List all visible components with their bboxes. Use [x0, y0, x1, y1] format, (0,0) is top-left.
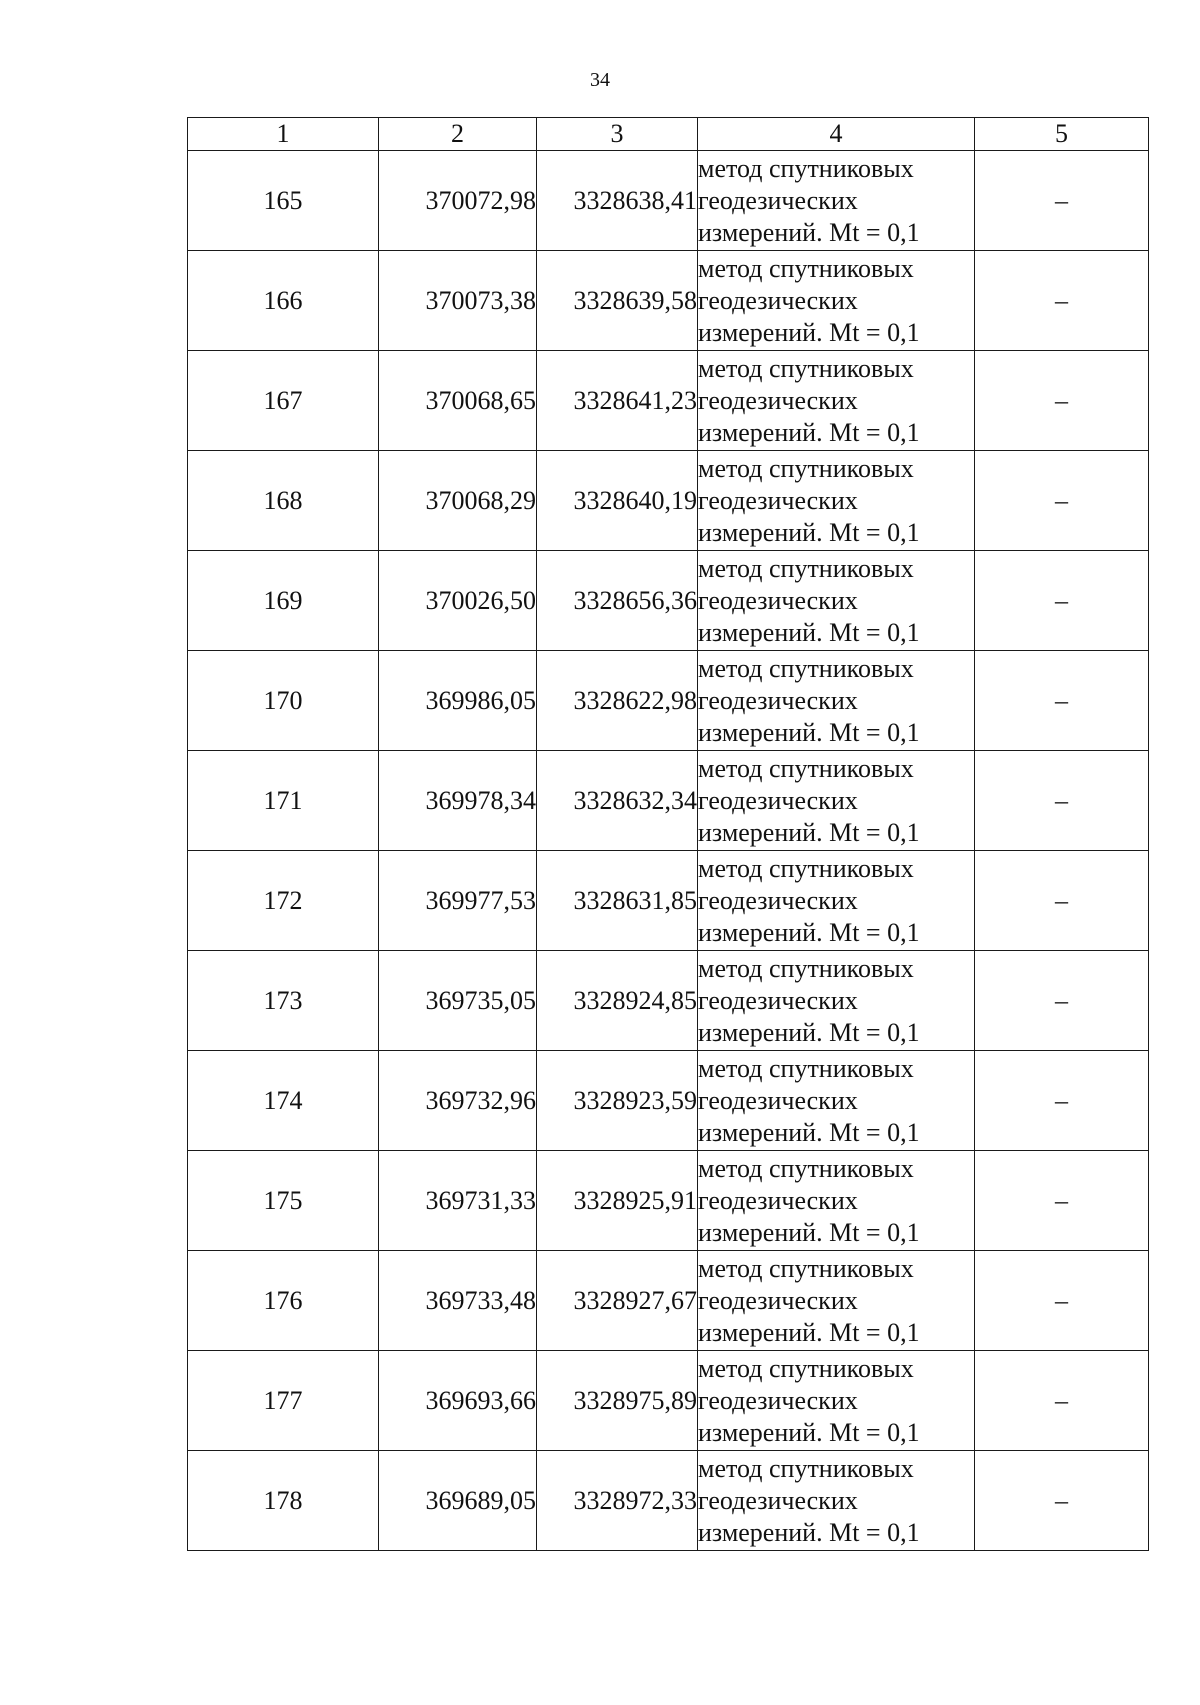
- x-coordinate-cell: 370073,38: [379, 251, 537, 351]
- y-coordinate-cell: 3328656,36: [537, 551, 698, 651]
- x-coordinate-cell: 369693,66: [379, 1351, 537, 1451]
- y-coordinate-cell: 3328924,85: [537, 951, 698, 1051]
- method-line: геодезических: [698, 1185, 858, 1215]
- y-coordinate-cell: 3328927,67: [537, 1251, 698, 1351]
- table-row: [188, 1351, 1149, 1451]
- table-row: [188, 751, 1149, 851]
- method-line: геодезических: [698, 985, 858, 1015]
- method-line: геодезических: [698, 1385, 858, 1415]
- method-line: геодезических: [698, 185, 858, 215]
- point-number-cell: 167: [188, 351, 379, 451]
- table-row: [188, 1151, 1149, 1251]
- table-row: [188, 851, 1149, 951]
- method-line: измерений. Mt = 0,1: [698, 917, 920, 947]
- point-number-cell: 176: [188, 1251, 379, 1351]
- note-cell: –: [975, 551, 1149, 651]
- method-line: геодезических: [698, 1285, 858, 1315]
- x-coordinate-cell: 370026,50: [379, 551, 537, 651]
- method-cell: [698, 1451, 975, 1551]
- method-line: геодезических: [698, 1485, 858, 1515]
- method-cell: [698, 451, 975, 551]
- method-cell: [698, 651, 975, 751]
- method-cell: [698, 951, 975, 1051]
- table-row: [188, 551, 1149, 651]
- method-line: метод спутниковых: [698, 253, 914, 283]
- x-coordinate-cell: 370072,98: [379, 151, 537, 251]
- point-number-cell: 175: [188, 1151, 379, 1251]
- method-line: измерений. Mt = 0,1: [698, 417, 920, 447]
- method-line: геодезических: [698, 285, 858, 315]
- point-number-cell: 173: [188, 951, 379, 1051]
- method-line: метод спутниковых: [698, 753, 914, 783]
- method-line: измерений. Mt = 0,1: [698, 1217, 920, 1247]
- note-cell: –: [975, 1251, 1149, 1351]
- y-coordinate-cell: 3328640,19: [537, 451, 698, 551]
- method-line: геодезических: [698, 685, 858, 715]
- y-coordinate-cell: 3328639,58: [537, 251, 698, 351]
- note-cell: –: [975, 951, 1149, 1051]
- x-coordinate-cell: 369977,53: [379, 851, 537, 951]
- x-coordinate-cell: 369732,96: [379, 1051, 537, 1151]
- method-cell: [698, 1151, 975, 1251]
- method-line: метод спутниковых: [698, 353, 914, 383]
- y-coordinate-cell: 3328972,33: [537, 1451, 698, 1551]
- point-number-cell: 166: [188, 251, 379, 351]
- x-coordinate-cell: 369735,05: [379, 951, 537, 1051]
- point-number-cell: 169: [188, 551, 379, 651]
- header-col-2: 2: [379, 118, 537, 151]
- method-cell: [698, 1051, 975, 1151]
- method-line: измерений. Mt = 0,1: [698, 1417, 920, 1447]
- method-cell: [698, 1251, 975, 1351]
- method-line: метод спутниковых: [698, 453, 914, 483]
- method-line: геодезических: [698, 885, 858, 915]
- x-coordinate-cell: 369986,05: [379, 651, 537, 751]
- x-coordinate-cell: 369978,34: [379, 751, 537, 851]
- method-line: метод спутниковых: [698, 1253, 914, 1283]
- table-row: [188, 351, 1149, 451]
- point-number-cell: 178: [188, 1451, 379, 1551]
- header-col-5: 5: [975, 118, 1149, 151]
- note-cell: –: [975, 1351, 1149, 1451]
- x-coordinate-cell: 370068,29: [379, 451, 537, 551]
- coordinates-table: [187, 117, 1149, 1551]
- table-row: [188, 151, 1149, 251]
- table-row: [188, 1251, 1149, 1351]
- note-cell: –: [975, 751, 1149, 851]
- method-line: измерений. Mt = 0,1: [698, 1117, 920, 1147]
- method-line: измерений. Mt = 0,1: [698, 717, 920, 747]
- y-coordinate-cell: 3328641,23: [537, 351, 698, 451]
- header-row: [188, 118, 1149, 151]
- method-line: метод спутниковых: [698, 953, 914, 983]
- method-cell: [698, 551, 975, 651]
- method-line: измерений. Mt = 0,1: [698, 1517, 920, 1547]
- y-coordinate-cell: 3328631,85: [537, 851, 698, 951]
- table-row: [188, 951, 1149, 1051]
- x-coordinate-cell: 370068,65: [379, 351, 537, 451]
- point-number-cell: 177: [188, 1351, 379, 1451]
- method-line: измерений. Mt = 0,1: [698, 817, 920, 847]
- method-line: измерений. Mt = 0,1: [698, 317, 920, 347]
- method-line: геодезических: [698, 485, 858, 515]
- method-line: метод спутниковых: [698, 653, 914, 683]
- method-line: измерений. Mt = 0,1: [698, 1017, 920, 1047]
- y-coordinate-cell: 3328622,98: [537, 651, 698, 751]
- method-line: геодезических: [698, 1085, 858, 1115]
- method-cell: [698, 351, 975, 451]
- point-number-cell: 172: [188, 851, 379, 951]
- method-cell: [698, 1351, 975, 1451]
- table-row: [188, 451, 1149, 551]
- method-line: метод спутниковых: [698, 1053, 914, 1083]
- page-number: 34: [590, 69, 610, 91]
- header-col-1: 1: [188, 118, 379, 151]
- table-row: [188, 1451, 1149, 1551]
- method-line: метод спутниковых: [698, 853, 914, 883]
- point-number-cell: 165: [188, 151, 379, 251]
- note-cell: –: [975, 651, 1149, 751]
- method-line: измерений. Mt = 0,1: [698, 617, 920, 647]
- method-line: метод спутниковых: [698, 153, 914, 183]
- y-coordinate-cell: 3328638,41: [537, 151, 698, 251]
- method-cell: [698, 251, 975, 351]
- table-row: [188, 651, 1149, 751]
- method-line: геодезических: [698, 385, 858, 415]
- note-cell: –: [975, 251, 1149, 351]
- note-cell: –: [975, 151, 1149, 251]
- method-cell: [698, 151, 975, 251]
- table-row: [188, 1051, 1149, 1151]
- header-col-4: 4: [698, 118, 975, 151]
- note-cell: –: [975, 1051, 1149, 1151]
- y-coordinate-cell: 3328923,59: [537, 1051, 698, 1151]
- point-number-cell: 170: [188, 651, 379, 751]
- x-coordinate-cell: 369733,48: [379, 1251, 537, 1351]
- x-coordinate-cell: 369689,05: [379, 1451, 537, 1551]
- y-coordinate-cell: 3328925,91: [537, 1151, 698, 1251]
- method-line: измерений. Mt = 0,1: [698, 517, 920, 547]
- note-cell: –: [975, 1151, 1149, 1251]
- method-line: метод спутниковых: [698, 553, 914, 583]
- header-col-3: 3: [537, 118, 698, 151]
- method-line: измерений. Mt = 0,1: [698, 217, 920, 247]
- method-line: геодезических: [698, 585, 858, 615]
- point-number-cell: 171: [188, 751, 379, 851]
- table-row: [188, 251, 1149, 351]
- method-cell: [698, 851, 975, 951]
- point-number-cell: 168: [188, 451, 379, 551]
- method-line: метод спутниковых: [698, 1353, 914, 1383]
- note-cell: –: [975, 351, 1149, 451]
- method-cell: [698, 751, 975, 851]
- note-cell: –: [975, 451, 1149, 551]
- method-line: метод спутниковых: [698, 1453, 914, 1483]
- x-coordinate-cell: 369731,33: [379, 1151, 537, 1251]
- y-coordinate-cell: 3328632,34: [537, 751, 698, 851]
- note-cell: –: [975, 1451, 1149, 1551]
- method-line: метод спутниковых: [698, 1153, 914, 1183]
- method-line: измерений. Mt = 0,1: [698, 1317, 920, 1347]
- method-line: геодезических: [698, 785, 858, 815]
- point-number-cell: 174: [188, 1051, 379, 1151]
- note-cell: –: [975, 851, 1149, 951]
- y-coordinate-cell: 3328975,89: [537, 1351, 698, 1451]
